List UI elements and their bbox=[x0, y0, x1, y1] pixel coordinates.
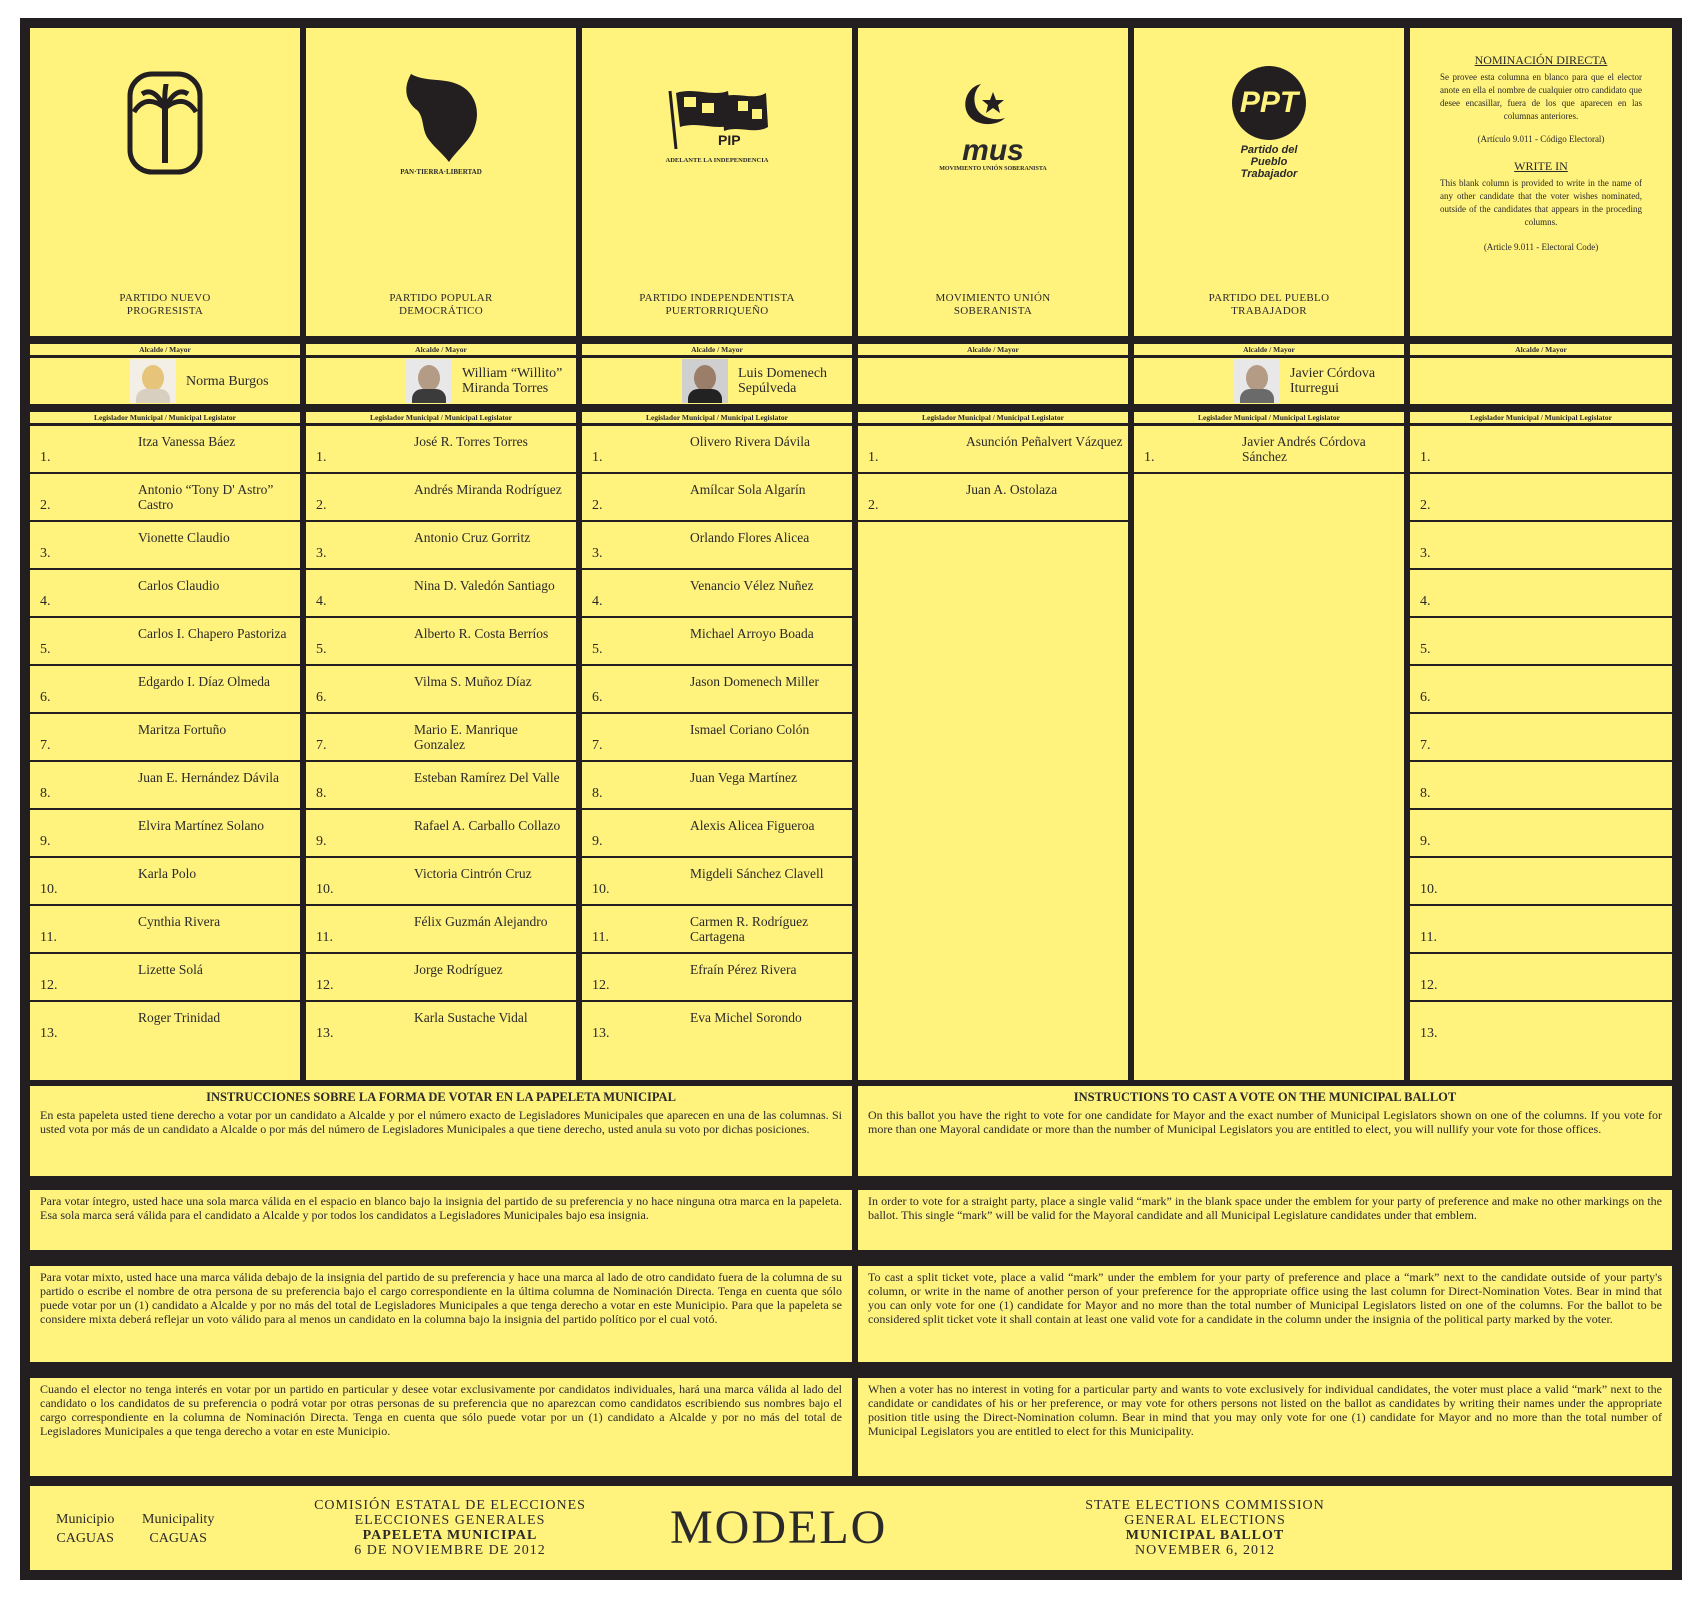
party-motto: ADELANTE LA INDEPENDENCIA bbox=[665, 156, 769, 164]
list-item[interactable]: 6. Vilma S. Muñoz Díaz bbox=[306, 666, 576, 714]
list-item[interactable]: 6. Edgardo I. Díaz Olmeda bbox=[30, 666, 300, 714]
write-in-body-en: This blank column is provided to write in the name of any other candidate that the voter wishes nominated, outside of the candidates that appears in the proceding columns. bbox=[1440, 178, 1642, 227]
mayor-label: Alcalde / Mayor bbox=[1410, 344, 1672, 355]
write-in-line[interactable]: 5. bbox=[1410, 618, 1672, 666]
list-item[interactable]: 2. Amílcar Sola Algarín bbox=[582, 474, 852, 522]
party-header-ppd[interactable] bbox=[306, 28, 576, 336]
modelo-stamp: MODELO bbox=[670, 1501, 888, 1554]
legislator-label: Legislador Municipal / Municipal Legislator bbox=[1410, 412, 1672, 423]
list-item[interactable]: 3. Orlando Flores Alicea bbox=[582, 522, 852, 570]
list-item[interactable]: 5. Carlos I. Chapero Pastoriza bbox=[30, 618, 300, 666]
legislator-label: Legislador Municipal / Municipal Legislator bbox=[1134, 412, 1404, 423]
list-item[interactable]: 5. Alberto R. Costa Berríos bbox=[306, 618, 576, 666]
svg-text:PIP: PIP bbox=[718, 131, 741, 148]
list-item[interactable]: 1. José R. Torres Torres bbox=[306, 426, 576, 474]
list-item[interactable]: 7. Ismael Coriano Colón bbox=[582, 714, 852, 762]
jibaro-head-icon bbox=[306, 58, 576, 188]
ballot-footer bbox=[30, 1486, 1672, 1570]
list-item[interactable]: 2. Antonio “Tony D' Astro” Castro bbox=[30, 474, 300, 522]
list-item[interactable]: 3. Antonio Cruz Gorritz bbox=[306, 522, 576, 570]
list-item[interactable]: 10. Migdeli Sánchez Clavell bbox=[582, 858, 852, 906]
legislator-label: Legislador Municipal / Municipal Legislator bbox=[582, 412, 852, 423]
write-in-ref-es: (Artículo 9.011 - Código Electoral) bbox=[1477, 134, 1605, 144]
legislator-label: Legislador Municipal / Municipal Legislator bbox=[306, 412, 576, 423]
candidate-photo bbox=[1234, 359, 1280, 403]
list-item[interactable]: 1. Olivero Rivera Dávila bbox=[582, 426, 852, 474]
write-in-line[interactable]: 13. bbox=[1420, 1026, 1438, 1041]
party-header-ppt[interactable] bbox=[1134, 28, 1404, 336]
party-header-pip[interactable] bbox=[582, 28, 852, 336]
party-name: PARTIDO DEL PUEBLO TRABAJADOR bbox=[1208, 292, 1330, 317]
mayor-candidate-mus[interactable] bbox=[858, 358, 1128, 404]
list-item[interactable]: 1. Javier Andrés Córdova Sánchez bbox=[1134, 426, 1404, 474]
flag-icon bbox=[582, 58, 852, 188]
candidate-photo bbox=[682, 359, 728, 403]
list-item[interactable]: 13. Karla Sustache Vidal bbox=[316, 1010, 528, 1041]
write-in-line[interactable]: 9. bbox=[1410, 810, 1672, 858]
municipality-block: Municipality CAGUAS bbox=[142, 1512, 215, 1546]
party-name: PARTIDO NUEVO PROGRESISTA bbox=[119, 292, 211, 317]
instructions-title-es: INSTRUCCIONES SOBRE LA FORMA DE VOTAR EN LA PAPELETA MUNICIPAL bbox=[206, 1090, 676, 1104]
ballot bbox=[20, 18, 1682, 1580]
list-item[interactable]: 8. Juan Vega Martínez bbox=[582, 762, 852, 810]
list-item[interactable]: 9. Alexis Alicea Figueroa bbox=[582, 810, 852, 858]
party-name: MOVIMIENTO UNIÓN SOBERANISTA bbox=[935, 292, 1051, 317]
write-in-line[interactable]: 7. bbox=[1410, 714, 1672, 762]
write-in-line[interactable]: 2. bbox=[1410, 474, 1672, 522]
list-item[interactable]: 7. Mario E. Manrique Gonzalez bbox=[306, 714, 576, 762]
mayor-name: Luis Domenech Sepúlveda bbox=[738, 366, 828, 396]
list-item[interactable]: 4. Nina D. Valedón Santiago bbox=[306, 570, 576, 618]
mayor-name: William “Willito” Miranda Torres bbox=[462, 366, 563, 396]
list-item[interactable]: 13. Eva Michel Sorondo bbox=[592, 1010, 802, 1041]
list-item[interactable]: 2. Andrés Miranda Rodríguez bbox=[306, 474, 576, 522]
instructions-title-en: INSTRUCTIONS TO CAST A VOTE ON THE MUNICIPAL BALLOT bbox=[1073, 1090, 1457, 1104]
list-item[interactable]: 12. Jorge Rodríguez bbox=[306, 954, 576, 1002]
list-item[interactable]: 8. Juan E. Hernández Dávila bbox=[30, 762, 300, 810]
mayor-write-in[interactable] bbox=[1410, 358, 1672, 404]
list-item[interactable]: 4. Carlos Claudio bbox=[30, 570, 300, 618]
list-item[interactable]: 13. Roger Trinidad bbox=[40, 1010, 221, 1041]
party-motto: MOVIMIENTO UNIÓN SOBERANISTA bbox=[939, 166, 1047, 172]
instructions-en-4: When a voter has no interest in voting for a particular party and wants to vote exclusively for individual candidates, the voter must place a valid “mark” next to the candidate or candidates of his or her preference, or may vote for others persons not listed on the ballot as candidates by writing their names under the appropriate position title using the Direct-Nomination column. Bear in mind that you may only vote for one (1) candidate for Mayor and no more than the total number of Municipal Legislators you are entitled to elect for this Municipality. bbox=[858, 1378, 1672, 1476]
list-item[interactable]: 12. Lizette Solá bbox=[30, 954, 300, 1002]
mayor-candidate-ppt[interactable] bbox=[1134, 358, 1404, 404]
municipio-block: Municipio CAGUAS bbox=[56, 1512, 115, 1546]
write-in-line[interactable]: 10. bbox=[1410, 858, 1672, 906]
legislator-list-mus bbox=[858, 426, 1128, 1080]
mayor-label: Alcalde / Mayor bbox=[30, 344, 300, 355]
write-in-title-es: NOMINACIÓN DIRECTA bbox=[1474, 53, 1608, 67]
legislator-list-write-in bbox=[1410, 426, 1672, 1080]
candidate-photo bbox=[406, 359, 452, 403]
party-header-pnp[interactable] bbox=[30, 28, 300, 336]
write-in-title-en: WRITE IN bbox=[1514, 159, 1568, 173]
crescent-star-icon bbox=[858, 58, 1128, 188]
list-item[interactable]: 11. Carmen R. Rodríguez Cartagena bbox=[582, 906, 852, 954]
list-item[interactable]: 1. Itza Vanessa Báez bbox=[30, 426, 300, 474]
instructions-en-1: INSTRUCTIONS TO CAST A VOTE ON THE MUNICIPAL BALLOT On this ballot you have the right to vote for one candidate for Mayor and the exact number of Municipal Legislators shown on one of the columns. If you vote for more than one Mayoral candidate or more than the number of Municipal Legislators you are entitled to elect, you will nullify your vote for those offices. bbox=[858, 1086, 1672, 1176]
instructions-en-2: In order to vote for a straight party, place a single valid “mark” in the blank space under the emblem for your party of preference and make no other markings on the ballot. This single “mark” will be valid for the Mayoral candidate and all Municipal Legislature candidates under that emblem. bbox=[858, 1190, 1672, 1250]
party-name: PARTIDO INDEPENDENTISTA PUERTORRIQUEÑO bbox=[639, 292, 795, 317]
mayor-label: Alcalde / Mayor bbox=[858, 344, 1128, 355]
candidate-photo bbox=[130, 359, 176, 403]
list-item[interactable]: 2. Juan A. Ostolaza bbox=[858, 474, 1128, 522]
legislator-list-ppd bbox=[306, 426, 576, 1080]
legislator-list-pip bbox=[582, 426, 852, 1080]
write-in-line[interactable]: 8. bbox=[1410, 762, 1672, 810]
write-in-line[interactable]: 6. bbox=[1410, 666, 1672, 714]
list-item[interactable]: 9. Rafael A. Carballo Collazo bbox=[306, 810, 576, 858]
list-item[interactable]: 4. Venancio Vélez Nuñez bbox=[582, 570, 852, 618]
instructions-en-3: To cast a split ticket vote, place a valid “mark” under the emblem for your party of preference and place a “mark” next to the candidate outside of your party's column, or write in the name of another person of your preference for the appropriate office using the last column for Direct-Nomination Votes. Bear in mind that you can only vote for one (1) candidate for Mayor and no more than the total number of Municipal Legislators listed on one of the columns. For the ballot to be considered split ticket vote it shall contain at least one valid vote for a candidate in the column under the insignia of the political party marked by the voter. bbox=[858, 1266, 1672, 1362]
write-in-body-es: Se provee esta columna en blanco para que el elector anote en ella el nombre de cualquier otro candidato que desee encasillar, fuera de los que aparecen en las columnas anteriores. bbox=[1440, 72, 1642, 121]
party-motto: Partido del Pueblo Trabajador bbox=[1240, 144, 1298, 180]
list-item[interactable]: 1. Asunción Peñalvert Vázquez bbox=[858, 426, 1128, 474]
ppt-circle-icon bbox=[1134, 58, 1404, 188]
party-motto: PAN·TIERRA·LIBERTAD bbox=[400, 168, 482, 176]
write-in-line[interactable]: 12. bbox=[1410, 954, 1672, 1002]
commission-es: COMISIÓN ESTATAL DE ELECCIONES ELECCIONES GENERALES PAPELETA MUNICIPAL 6 DE NOVIEMBRE DE 2012 bbox=[314, 1498, 586, 1558]
write-in-ref-en: (Article 9.011 - Electoral Code) bbox=[1483, 242, 1599, 252]
party-logo-mark: mus bbox=[962, 134, 1024, 167]
mayor-candidate-pip[interactable] bbox=[582, 358, 852, 404]
list-item[interactable]: 10. Karla Polo bbox=[30, 858, 300, 906]
list-item[interactable]: 8. Esteban Ramírez Del Valle bbox=[306, 762, 576, 810]
list-item[interactable]: 11. Cynthia Rivera bbox=[30, 906, 300, 954]
mayor-name: Norma Burgos bbox=[186, 373, 269, 389]
legislator-list-ppt bbox=[1134, 426, 1404, 1080]
instructions-es-3: Para votar mixto, usted hace una marca válida debajo de la insignia del partido de su preferencia y hace una marca al lado de otro candidato fuera de la columna de su partido o escribe el nombre de otra persona de su preferencia bajo el cargo correspondiente en la última columna de Nominación Directa. Tenga en cuenta que sólo puede votar por un (1) candidato a Alcalde y por no más del total de Legisladores Municipales a que tenga derecho a votar en este Municipio. Para que la papeleta se considere mixta deberá reflejar un voto válido para al menos un candidato en la columna bajo la insignia del partido político por el cual votó. bbox=[30, 1266, 852, 1362]
list-item[interactable]: 12. Efraín Pérez Rivera bbox=[582, 954, 852, 1002]
commission-en: STATE ELECTIONS COMMISSION GENERAL ELECTIONS MUNICIPAL BALLOT NOVEMBER 6, 2012 bbox=[1085, 1498, 1325, 1558]
list-item[interactable]: 11. Félix Guzmán Alejandro bbox=[306, 906, 576, 954]
list-item[interactable]: 7. Maritza Fortuño bbox=[30, 714, 300, 762]
instructions-es-4: Cuando el elector no tenga interés en votar por un partido en particular y desee votar exclusivamente por candidatos individuales, hará una marca válida al lado del candidato o los candidatos de su preferencia o podrá votar por otras personas de su preferencia que no aparezcan como candidatos escribiendo sus nombres bajo el cargo correspondiente en la columna de Nominación Directa. Tenga en cuenta que sólo puede votar por un (1) candidato a Alcalde y por no más del total de Legisladores Municipales a que tenga derecho a votar en este Municipio. bbox=[30, 1378, 852, 1476]
list-item[interactable]: 3. Vionette Claudio bbox=[30, 522, 300, 570]
party-name: PARTIDO POPULAR DEMOCRÁTICO bbox=[389, 292, 493, 317]
mayor-candidate-pnp[interactable] bbox=[30, 358, 300, 404]
mayor-candidate-ppd[interactable] bbox=[306, 358, 576, 404]
palm-tree-icon bbox=[30, 58, 300, 188]
instructions-es-1: INSTRUCCIONES SOBRE LA FORMA DE VOTAR EN LA PAPELETA MUNICIPAL En esta papeleta usted tiene derecho a votar por un candidato a Alcalde y por el número exacto de Legisladores Municipales que aparecen en una de las columnas. Si usted vota por más de un candidato a Alcalde o por más del número de Legisladores Municipales a que tiene derecho, usted anula su voto por dichas posiciones. bbox=[30, 1086, 852, 1176]
write-in-line[interactable]: 1. bbox=[1410, 426, 1672, 474]
instructions-es-2: Para votar íntegro, usted hace una sola marca válida en el espacio en blanco bajo la insignia del partido de su preferencia y no hace ninguna otra marca en la papeleta. Esa sola marca será válida para el candidato a Alcalde y por todos los candidatos a Legisladores Municipales bajo esa insignia. bbox=[30, 1190, 852, 1250]
list-item[interactable]: 6. Jason Domenech Miller bbox=[582, 666, 852, 714]
list-item[interactable]: 5. Michael Arroyo Boada bbox=[582, 618, 852, 666]
legislator-label: Legislador Municipal / Municipal Legislator bbox=[30, 412, 300, 423]
party-logo-mark: PPT bbox=[1232, 66, 1306, 140]
mayor-label: Alcalde / Mayor bbox=[306, 344, 576, 355]
mayor-label: Alcalde / Mayor bbox=[582, 344, 852, 355]
legislator-list-pnp bbox=[30, 426, 300, 1080]
legislator-label: Legislador Municipal / Municipal Legislator bbox=[858, 412, 1128, 423]
list-item[interactable]: 10. Victoria Cintrón Cruz bbox=[306, 858, 576, 906]
write-in-line[interactable]: 11. bbox=[1410, 906, 1672, 954]
write-in-header bbox=[1410, 28, 1672, 336]
write-in-line[interactable]: 4. bbox=[1410, 570, 1672, 618]
write-in-line[interactable]: 3. bbox=[1410, 522, 1672, 570]
list-item[interactable]: 9. Elvira Martínez Solano bbox=[30, 810, 300, 858]
party-header-mus[interactable] bbox=[858, 28, 1128, 336]
mayor-name: Javier Córdova Iturregui bbox=[1290, 366, 1376, 396]
mayor-label: Alcalde / Mayor bbox=[1134, 344, 1404, 355]
